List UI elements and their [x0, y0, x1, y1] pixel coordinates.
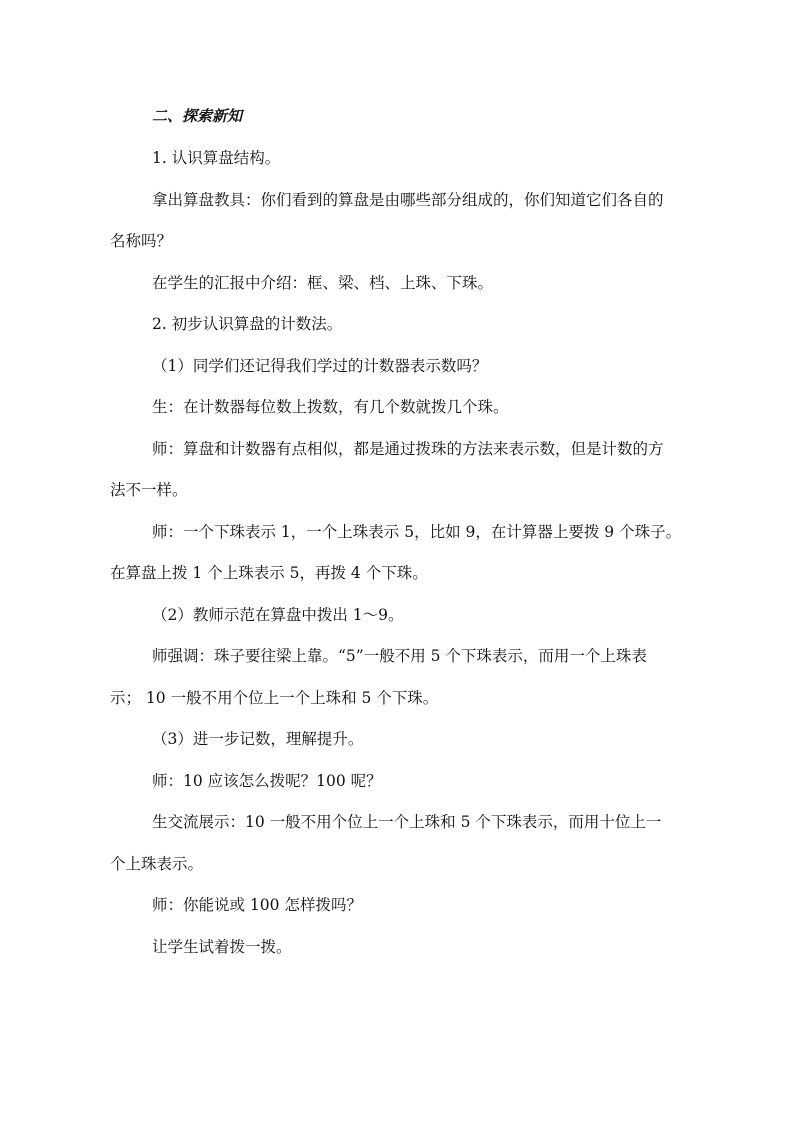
paragraph-line: 师强调：珠子要往梁上靠。“5”一般不用 5 个下珠表示，而用一个上珠表 — [152, 647, 647, 665]
paragraph-line: （3）进一步记数，理解提升。 — [152, 730, 364, 748]
paragraph-line: 生：在计数器每位数上拨数，有几个数就拨几个珠。 — [152, 398, 509, 416]
paragraph-line: 个上珠表示。 — [110, 855, 204, 873]
paragraph-line: 在学生的汇报中介绍：框、梁、档、上珠、下珠。 — [152, 274, 494, 292]
paragraph-line: 法不一样。 — [110, 481, 188, 499]
paragraph-line: 让学生试着拨一拨。 — [152, 938, 292, 956]
paragraph-line: （2）教师示范在算盘中拨出 1～9。 — [152, 606, 404, 624]
paragraph-line: 拿出算盘教具：你们看到的算盘是由哪些部分组成的，你们知道它们各自的 — [152, 191, 664, 209]
paragraph-line: 师：一个下珠表示 1，一个上珠表示 5，比如 9，在计算器上要拨 9 个珠子。 — [152, 523, 682, 541]
section-heading: 二、探索新知 — [152, 107, 243, 125]
paragraph-line: （1）同学们还记得我们学过的计数器表示数吗？ — [152, 357, 488, 375]
paragraph-line: 示； 10 一般不用个位上一个上珠和 5 个下珠。 — [110, 689, 439, 707]
paragraph-line: 在算盘上拨 1 个上珠表示 5，再拨 4 个下珠。 — [110, 564, 428, 582]
paragraph-line: 名称吗？ — [110, 232, 173, 250]
paragraph-line: 师：算盘和计数器有点相似，都是通过拨珠的方法来表示数，但是计数的方 — [152, 440, 664, 458]
paragraph-line: 师：你能说或 100 怎样拨吗？ — [152, 896, 362, 914]
paragraph-line: 生交流展示：10 一般不用个位上一个上珠和 5 个下珠表示，而用十位上一 — [152, 813, 662, 831]
paragraph-line: 2. 初步认识算盘的计数法。 — [152, 315, 343, 333]
paragraph-line: 1. 认识算盘结构。 — [152, 149, 281, 167]
paragraph-line: 师：10 应该怎么拨呢？100 呢？ — [152, 772, 382, 790]
